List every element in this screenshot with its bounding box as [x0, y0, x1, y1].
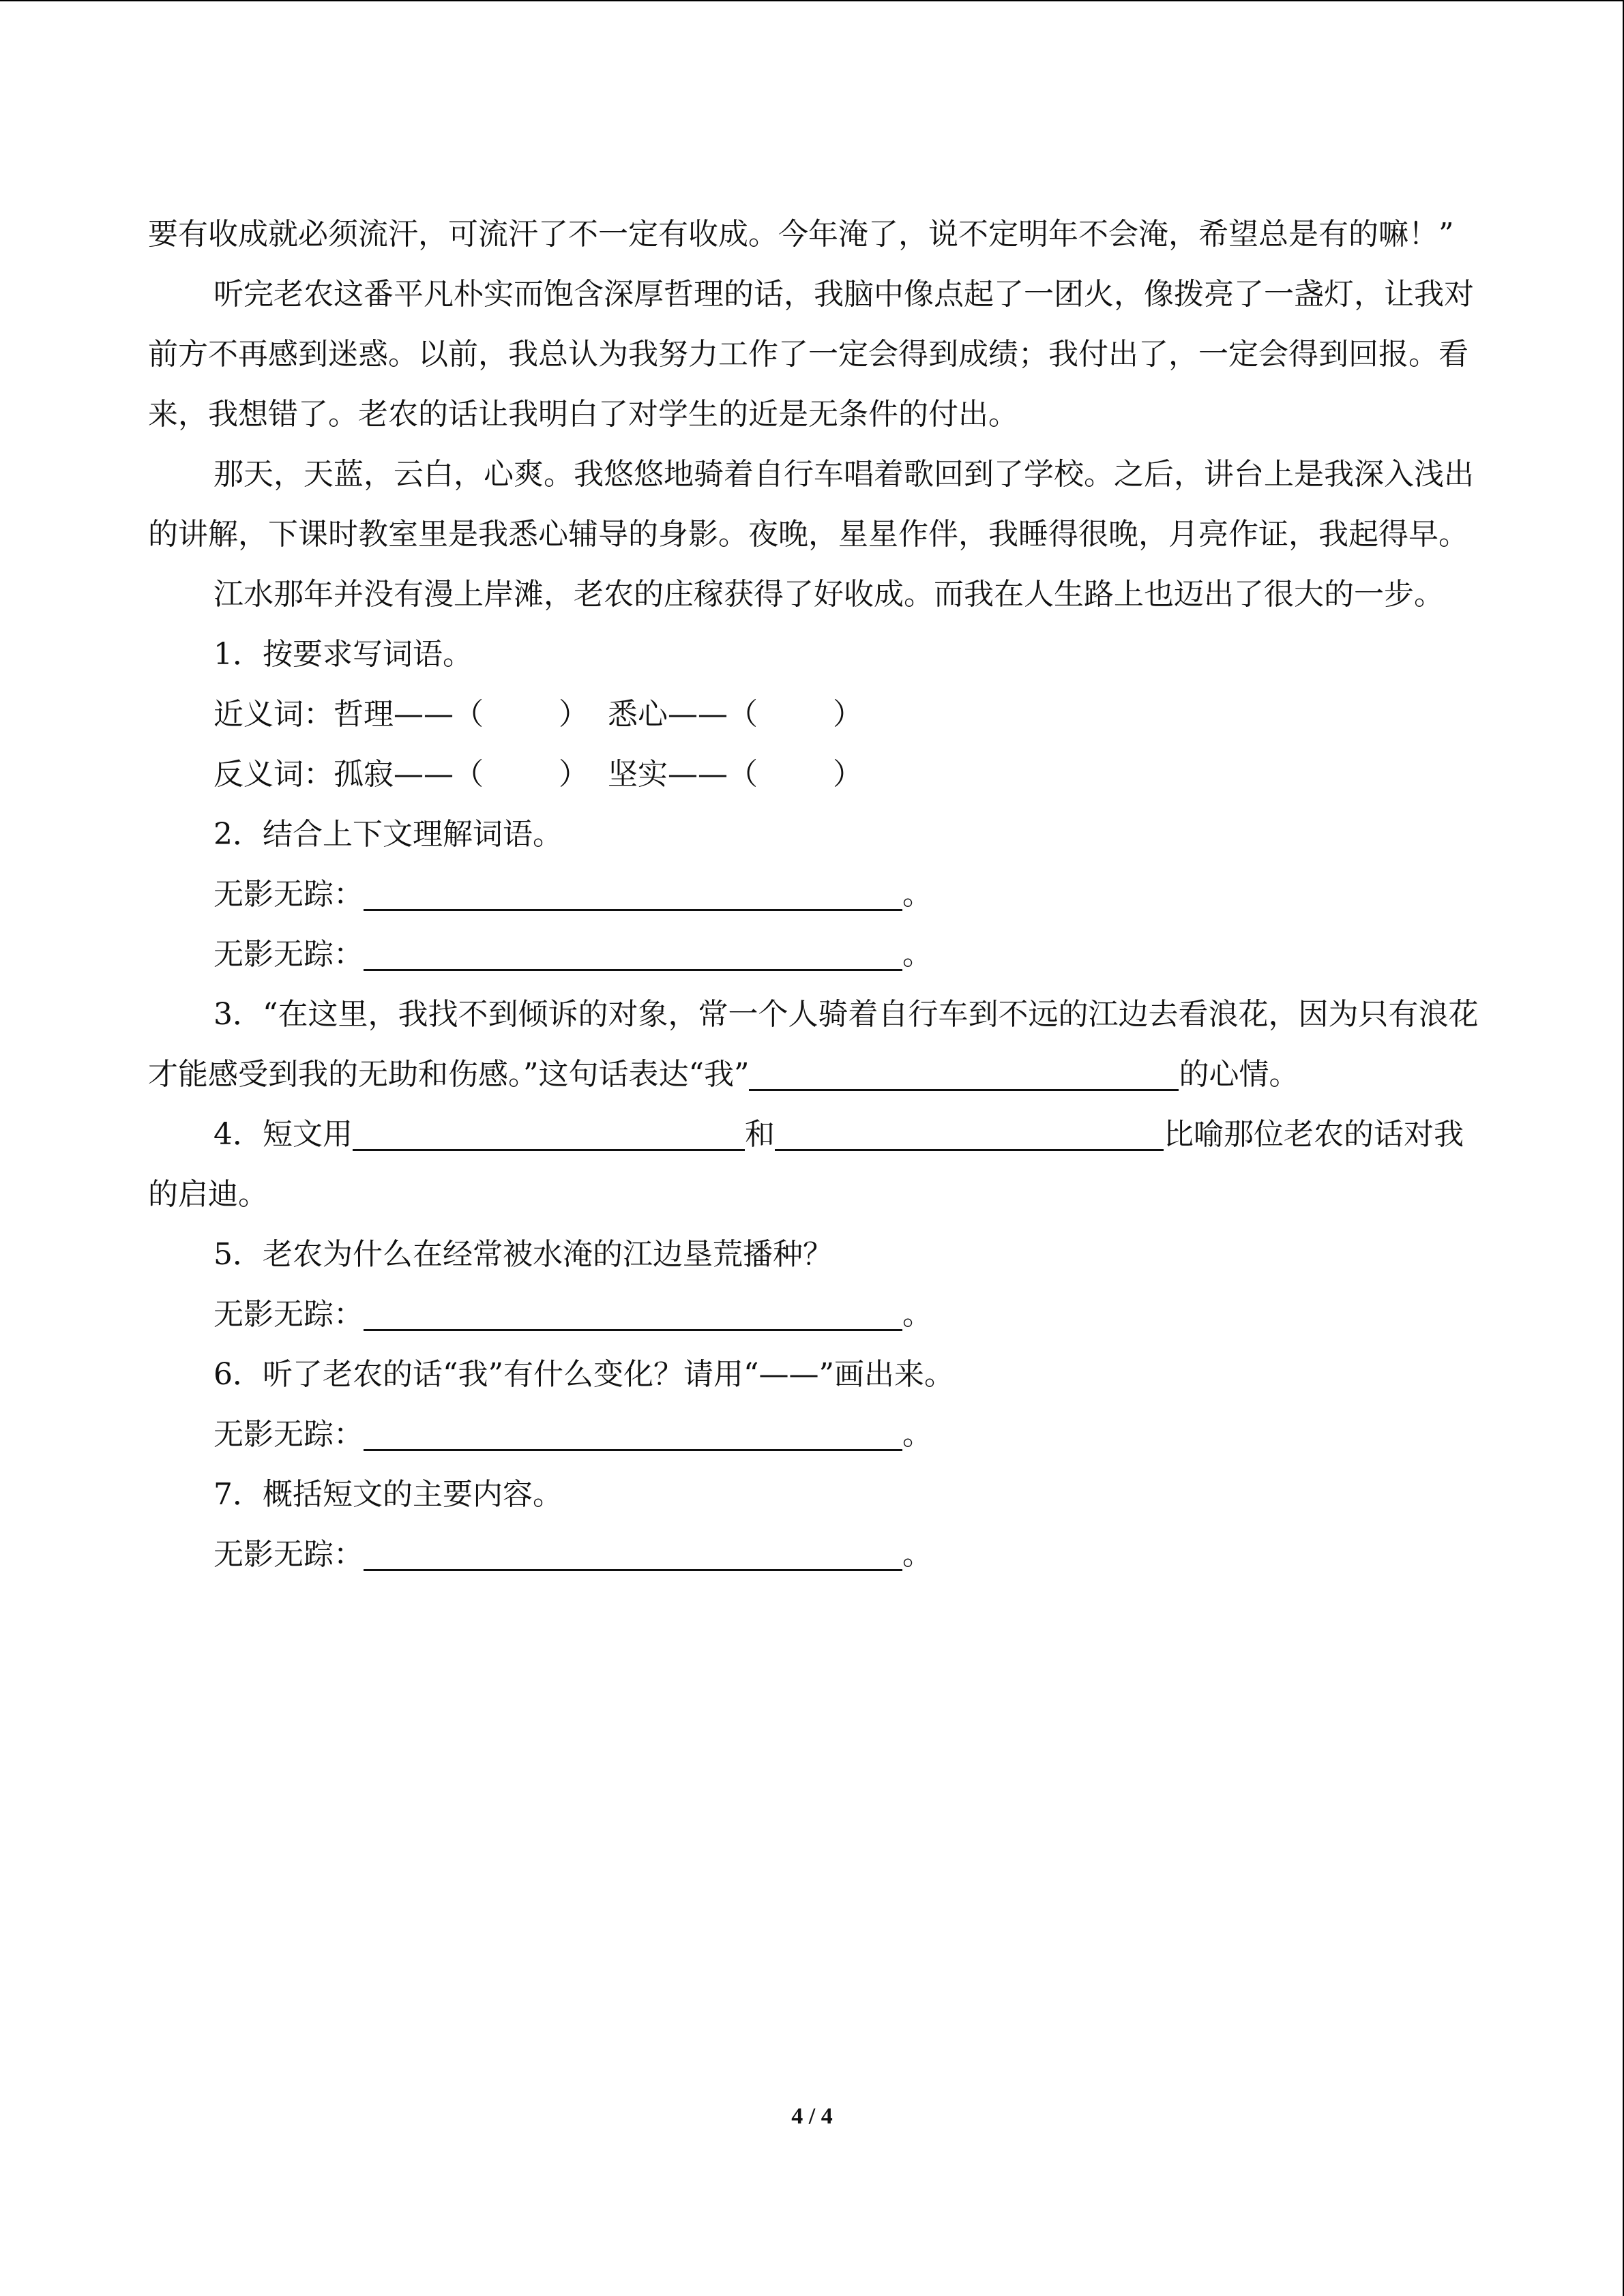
question-3-text-end: 的心情。 — [1179, 1057, 1299, 1092]
answer-blank[interactable] — [364, 934, 902, 971]
worksheet-content — [148, 205, 1481, 1585]
answer-label: 无影无踪： — [213, 1417, 364, 1452]
question-1-antonym-row — [148, 745, 1481, 805]
answer-blank[interactable] — [364, 874, 902, 911]
synonym-close-1: ） — [559, 697, 589, 732]
question-1-synonym-row — [148, 685, 1481, 745]
antonym-close-1: ） — [559, 757, 589, 792]
answer-blank[interactable] — [364, 1414, 902, 1451]
period: 。 — [902, 1417, 932, 1452]
question-5-stem: 5．老农为什么在经常被水淹的江边垦荒播种？ — [213, 1237, 833, 1272]
answer-blank[interactable] — [364, 1534, 902, 1571]
synonym-close-2: ） — [832, 697, 863, 732]
passage-paragraph-4: 江水那年并没有漫上岸滩，老农的庄稼获得了好收成。而我在人生路上也迈出了很大的一步。 — [213, 577, 1444, 612]
passage-paragraph-1-continued: 要有收成就必须流汗，可流汗了不一定有收成。今年淹了，说不定明年不会淹，希望总是有的嘛！” — [148, 217, 1454, 252]
question-4-text-end: 比喻那位老农的话对我的启迪。 — [148, 1117, 1464, 1212]
answer-label: 无影无踪： — [213, 877, 364, 912]
question-2-answer-row-2 — [148, 925, 1481, 985]
answer-blank[interactable] — [364, 1294, 902, 1331]
page-number: 4 / 4 — [791, 2104, 833, 2129]
question-7-stem: 7．概括短文的主要内容。 — [213, 1477, 563, 1512]
question-1-stem: 1．按要求写词语。 — [213, 637, 473, 672]
question-3-text: 3．“在这里，我找不到倾诉的对象，常一个人骑着自行车到不远的江边去看浪花，因为只有浪花才能感受到我的无助和伤感。”这句话表达“我” — [148, 997, 1479, 1092]
answer-blank-1[interactable] — [353, 1114, 745, 1151]
question-4 — [148, 1105, 1481, 1225]
answer-label: 无影无踪： — [213, 937, 364, 972]
passage-paragraph-3: 那天，天蓝，云白，心爽。我悠悠地骑着自行车唱着歌回到了学校。之后，讲台上是我深入浅出的讲解，下课时教室里是我悉心辅导的身影。夜晚，星星作伴，我睡得很晚，月亮作证，我起得早。 — [148, 457, 1474, 552]
period: 。 — [902, 877, 932, 912]
antonym-label: 反义词： — [213, 757, 334, 792]
question-4-text: 4．短文用 — [213, 1117, 353, 1152]
question-5-answer-row — [148, 1285, 1481, 1345]
period: 。 — [902, 1537, 932, 1572]
period: 。 — [902, 937, 932, 972]
answer-label: 无影无踪： — [213, 1537, 364, 1572]
answer-label: 无影无踪： — [213, 1297, 364, 1332]
antonym-word-1: 孤寂——（ — [334, 757, 484, 792]
synonym-word-2: 悉心——（ — [607, 697, 758, 732]
question-3 — [148, 985, 1481, 1105]
question-7-answer-row — [148, 1525, 1481, 1585]
antonym-close-2: ） — [832, 757, 863, 792]
question-2-stem: 2．结合上下文理解词语。 — [213, 817, 563, 852]
question-6-stem: 6．听了老农的话“我”有什么变化？请用“——”画出来。 — [213, 1357, 954, 1392]
passage-paragraph-2: 听完老农这番平凡朴实而饱含深厚哲理的话，我脑中像点起了一团火，像拨亮了一盏灯，让我对前方不再感到迷惑。以前，我总认为我努力工作了一定会得到成绩；我付出了，一定会得到回报。看来，我想错了。老农的话让我明白了对学生的近是无条件的付出。 — [148, 277, 1474, 432]
answer-blank[interactable] — [749, 1054, 1179, 1091]
question-2-answer-row-1 — [148, 865, 1481, 925]
synonym-word-1: 哲理——（ — [334, 697, 484, 732]
synonym-label: 近义词： — [213, 697, 334, 732]
antonym-word-2: 坚实——（ — [607, 757, 758, 792]
question-6-answer-row — [148, 1405, 1481, 1465]
answer-blank-2[interactable] — [775, 1114, 1164, 1151]
question-4-conjunction: 和 — [745, 1117, 775, 1152]
period: 。 — [902, 1297, 932, 1332]
